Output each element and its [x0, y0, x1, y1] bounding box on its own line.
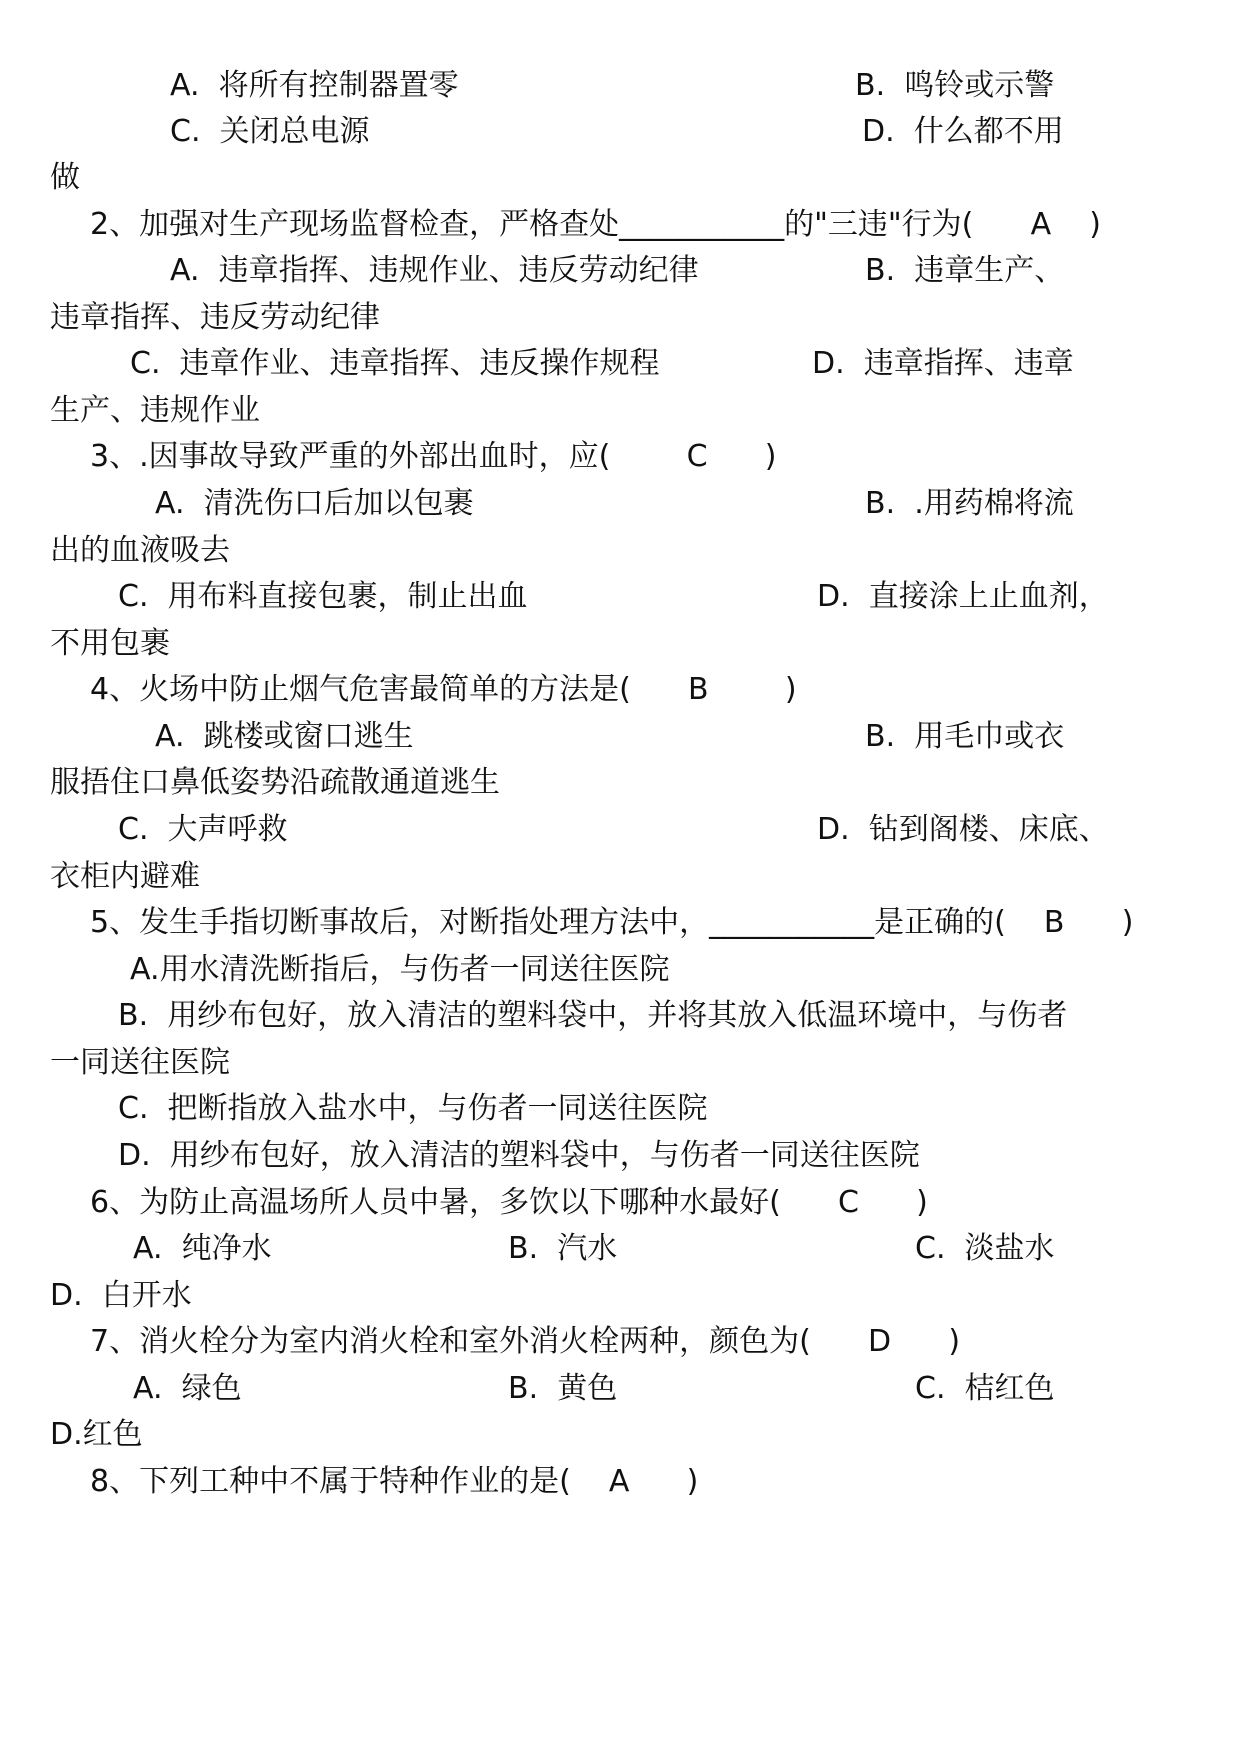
q2-option-a: A. 违章指挥、违规作业、违反劳动纪律 — [170, 253, 699, 288]
q6-option-d: D. 白开水 — [50, 1278, 192, 1313]
q4-stem: 4、火场中防止烟气危害最简单的方法是( B ) — [90, 672, 797, 707]
q3-option-b-wrap: 出的血液吸去 — [50, 533, 230, 568]
q5-option-d: D. 用纱布包好，放入清洁的塑料袋中，与伤者一同送往医院 — [118, 1138, 920, 1173]
q7-option-d: D.红色 — [50, 1417, 143, 1452]
q5-option-b: B. 用纱布包好，放入清洁的塑料袋中，并将其放入低温环境中，与伤者 — [118, 998, 1068, 1033]
q2-option-d: D. 违章指挥、违章 — [812, 346, 1074, 381]
q6-option-a: A. 纯净水 — [133, 1231, 272, 1266]
q3-stem: 3、.因事故导致严重的外部出血时，应( C ) — [90, 439, 777, 474]
q3-option-a: A. 清洗伤口后加以包裹 — [155, 486, 474, 521]
q3-option-b: B. .用药棉将流 — [865, 486, 1074, 521]
q6-option-b: B. 汽水 — [508, 1231, 618, 1266]
q7-option-c: C. 桔红色 — [915, 1371, 1055, 1406]
q6-stem: 6、为防止高温场所人员中暑，多饮以下哪种水最好( C ) — [90, 1185, 928, 1220]
q2-stem: 2、加强对生产现场监督检查，严格查处___________的"三违"行为( A ) — [90, 207, 1101, 242]
q5-option-a: A.用水清洗断指后，与伤者一同送往医院 — [130, 952, 670, 987]
q6-option-c: C. 淡盐水 — [915, 1231, 1055, 1266]
q1-option-d: D. 什么都不用 — [862, 114, 1064, 149]
q1-option-b: B. 鸣铃或示警 — [855, 68, 1055, 103]
q4-option-a: A. 跳楼或窗口逃生 — [155, 719, 414, 754]
q7-option-a: A. 绿色 — [133, 1371, 242, 1406]
q2-option-d-wrap: 生产、违规作业 — [50, 393, 260, 428]
q2-option-c: C. 违章作业、违章指挥、违反操作规程 — [130, 346, 660, 381]
q2-option-b: B. 违章生产、 — [865, 253, 1065, 288]
q5-stem: 5、发生手指切断事故后，对断指处理方法中，___________是正确的( B ) — [90, 905, 1134, 940]
q4-option-b-wrap: 服捂住口鼻低姿势沿疏散通道逃生 — [50, 765, 500, 800]
q8-stem: 8、下列工种中不属于特种作业的是( A ) — [90, 1464, 699, 1499]
q5-option-c: C. 把断指放入盐水中，与伤者一同送往医院 — [118, 1091, 708, 1126]
q4-option-b: B. 用毛巾或衣 — [865, 719, 1065, 754]
q5-option-b-wrap: 一同送往医院 — [50, 1045, 230, 1080]
q3-option-d: D. 直接涂上止血剂， — [817, 579, 1109, 614]
q7-option-b: B. 黄色 — [508, 1371, 618, 1406]
q1-option-c: C. 关闭总电源 — [170, 114, 370, 149]
q1-option-a: A. 将所有控制器置零 — [170, 68, 459, 103]
q4-option-d: D. 钻到阁楼、床底、 — [817, 812, 1109, 847]
q3-option-d-wrap: 不用包裹 — [50, 626, 170, 661]
q2-option-b-wrap: 违章指挥、违反劳动纪律 — [50, 300, 380, 335]
q4-option-d-wrap: 衣柜内避难 — [50, 859, 200, 894]
q1-option-d-wrap: 做 — [50, 160, 80, 195]
q4-option-c: C. 大声呼救 — [118, 812, 288, 847]
q7-stem: 7、消火栓分为室内消火栓和室外消火栓两种，颜色为( D ) — [90, 1324, 961, 1359]
q3-option-c: C. 用布料直接包裹，制止出血 — [118, 579, 528, 614]
